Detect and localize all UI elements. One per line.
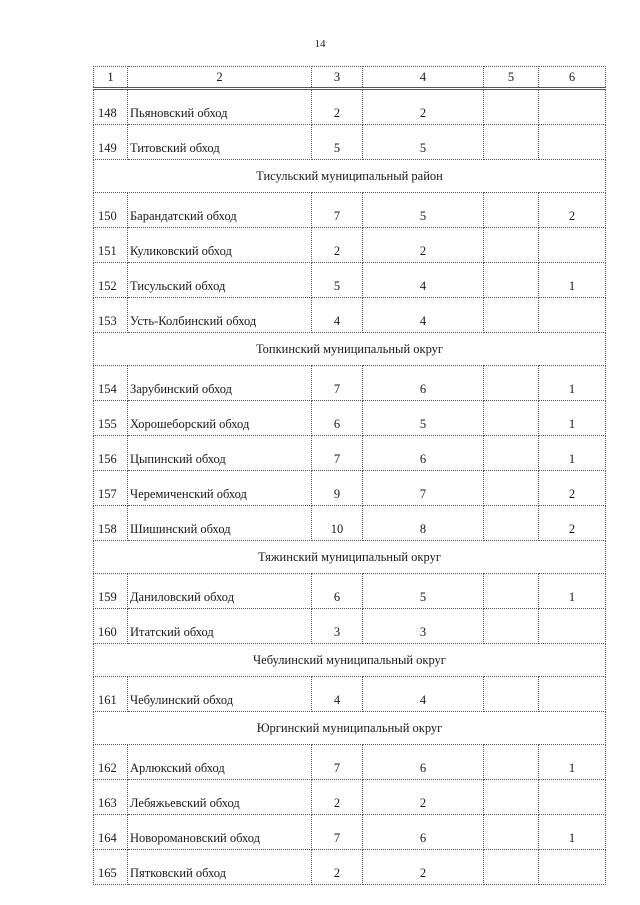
col-3-value: 9 xyxy=(312,471,363,506)
section-row xyxy=(94,160,606,193)
table-row xyxy=(94,574,606,609)
col-5-value xyxy=(484,366,539,401)
col-6-value xyxy=(539,228,606,263)
header-cell: 2 xyxy=(128,67,312,89)
object-name: Титовский обход xyxy=(128,125,312,160)
col-5-value xyxy=(484,609,539,644)
col-6-value: 1 xyxy=(539,366,606,401)
table-row xyxy=(94,366,606,401)
section-row xyxy=(94,712,606,745)
object-name: Шишинский обход xyxy=(128,506,312,541)
col-4-value: 6 xyxy=(363,366,484,401)
object-name: Пятковский обход xyxy=(128,850,312,885)
object-name: Цыпинский обход xyxy=(128,436,312,471)
col-4-value: 2 xyxy=(363,780,484,815)
row-number: 165 xyxy=(94,850,128,885)
col-5-value xyxy=(484,677,539,712)
col-4-value: 3 xyxy=(363,609,484,644)
section-title: Топкинский муниципальный округ xyxy=(94,333,606,366)
table-row xyxy=(94,677,606,712)
object-name: Зарубинский обход xyxy=(128,366,312,401)
col-5-value xyxy=(484,780,539,815)
table-row xyxy=(94,89,606,125)
col-3-value: 2 xyxy=(312,228,363,263)
table-row xyxy=(94,401,606,436)
object-name: Итатский обход xyxy=(128,609,312,644)
col-4-value: 7 xyxy=(363,471,484,506)
col-6-value: 1 xyxy=(539,401,606,436)
table-row xyxy=(94,193,606,228)
col-3-value: 2 xyxy=(312,850,363,885)
col-6-value: 1 xyxy=(539,263,606,298)
section-row xyxy=(94,333,606,366)
row-number: 160 xyxy=(94,609,128,644)
row-number: 161 xyxy=(94,677,128,712)
col-6-value: 2 xyxy=(539,471,606,506)
section-row xyxy=(94,644,606,677)
col-5-value xyxy=(484,193,539,228)
col-3-value: 5 xyxy=(312,125,363,160)
col-4-value: 4 xyxy=(363,263,484,298)
col-5-value xyxy=(484,745,539,780)
row-number: 151 xyxy=(94,228,128,263)
col-5-value xyxy=(484,506,539,541)
section-title: Тяжинский муниципальный округ xyxy=(94,541,606,574)
col-4-value: 2 xyxy=(363,89,484,125)
col-4-value: 4 xyxy=(363,677,484,712)
col-6-value xyxy=(539,298,606,333)
row-number: 149 xyxy=(94,125,128,160)
object-name: Новоромановский обход xyxy=(128,815,312,850)
object-name: Куликовский обход xyxy=(128,228,312,263)
col-5-value xyxy=(484,815,539,850)
table-body xyxy=(94,67,606,885)
section-title: Тисульский муниципальный район xyxy=(94,160,606,193)
row-number: 150 xyxy=(94,193,128,228)
col-5-value xyxy=(484,436,539,471)
section-title: Юргинский муниципальный округ xyxy=(94,712,606,745)
table-row xyxy=(94,228,606,263)
col-3-value: 5 xyxy=(312,263,363,298)
header-cell: 1 xyxy=(94,67,128,89)
row-number: 152 xyxy=(94,263,128,298)
header-cell: 5 xyxy=(484,67,539,89)
header-cell: 6 xyxy=(539,67,606,89)
object-name: Усть-Колбинский обход xyxy=(128,298,312,333)
object-name: Тисульский обход xyxy=(128,263,312,298)
table-row xyxy=(94,471,606,506)
col-4-value: 8 xyxy=(363,506,484,541)
object-name: Барандатский обход xyxy=(128,193,312,228)
row-number: 157 xyxy=(94,471,128,506)
object-name: Арлюкский обход xyxy=(128,745,312,780)
col-3-value: 10 xyxy=(312,506,363,541)
col-6-value: 1 xyxy=(539,745,606,780)
col-5-value xyxy=(484,471,539,506)
row-number: 153 xyxy=(94,298,128,333)
col-6-value xyxy=(539,89,606,125)
row-number: 163 xyxy=(94,780,128,815)
col-6-value xyxy=(539,780,606,815)
header-row xyxy=(94,67,606,89)
col-4-value: 5 xyxy=(363,125,484,160)
col-6-value: 1 xyxy=(539,815,606,850)
col-5-value xyxy=(484,228,539,263)
col-6-value xyxy=(539,677,606,712)
col-6-value: 1 xyxy=(539,574,606,609)
col-5-value xyxy=(484,850,539,885)
col-4-value: 5 xyxy=(363,193,484,228)
col-4-value: 4 xyxy=(363,298,484,333)
table-row xyxy=(94,298,606,333)
col-3-value: 7 xyxy=(312,745,363,780)
row-number: 156 xyxy=(94,436,128,471)
col-6-value xyxy=(539,850,606,885)
object-name: Черемиченский обход xyxy=(128,471,312,506)
col-3-value: 6 xyxy=(312,401,363,436)
col-4-value: 2 xyxy=(363,850,484,885)
row-number: 158 xyxy=(94,506,128,541)
col-5-value xyxy=(484,574,539,609)
col-3-value: 6 xyxy=(312,574,363,609)
col-3-value: 2 xyxy=(312,89,363,125)
col-4-value: 6 xyxy=(363,745,484,780)
col-6-value: 2 xyxy=(539,193,606,228)
table-row xyxy=(94,436,606,471)
table-row xyxy=(94,506,606,541)
col-5-value xyxy=(484,263,539,298)
col-5-value xyxy=(484,125,539,160)
col-3-value: 4 xyxy=(312,677,363,712)
object-name: Лебяжьевский обход xyxy=(128,780,312,815)
col-5-value xyxy=(484,401,539,436)
table-row xyxy=(94,815,606,850)
object-name: Чебулинский обход xyxy=(128,677,312,712)
table-row xyxy=(94,850,606,885)
col-4-value: 6 xyxy=(363,815,484,850)
col-6-value: 1 xyxy=(539,436,606,471)
row-number: 148 xyxy=(94,89,128,125)
data-table xyxy=(93,66,606,885)
col-6-value xyxy=(539,125,606,160)
col-4-value: 5 xyxy=(363,401,484,436)
row-number: 162 xyxy=(94,745,128,780)
row-number: 154 xyxy=(94,366,128,401)
table-row xyxy=(94,609,606,644)
header-cell: 4 xyxy=(363,67,484,89)
object-name: Пьяновский обход xyxy=(128,89,312,125)
row-number: 155 xyxy=(94,401,128,436)
col-5-value xyxy=(484,89,539,125)
col-4-value: 5 xyxy=(363,574,484,609)
col-6-value xyxy=(539,609,606,644)
col-3-value: 4 xyxy=(312,298,363,333)
col-3-value: 7 xyxy=(312,193,363,228)
table-row xyxy=(94,780,606,815)
table-row xyxy=(94,125,606,160)
page-number: 14 xyxy=(314,38,326,50)
col-3-value: 2 xyxy=(312,780,363,815)
col-3-value: 7 xyxy=(312,815,363,850)
col-3-value: 3 xyxy=(312,609,363,644)
col-3-value: 7 xyxy=(312,436,363,471)
section-row xyxy=(94,541,606,574)
header-cell: 3 xyxy=(312,67,363,89)
col-4-value: 2 xyxy=(363,228,484,263)
row-number: 164 xyxy=(94,815,128,850)
section-title: Чебулинский муниципальный округ xyxy=(94,644,606,677)
row-number: 159 xyxy=(94,574,128,609)
table-row xyxy=(94,745,606,780)
col-5-value xyxy=(484,298,539,333)
table-row xyxy=(94,263,606,298)
col-3-value: 7 xyxy=(312,366,363,401)
object-name: Даниловский обход xyxy=(128,574,312,609)
object-name: Хорошеборский обход xyxy=(128,401,312,436)
col-6-value: 2 xyxy=(539,506,606,541)
col-4-value: 6 xyxy=(363,436,484,471)
